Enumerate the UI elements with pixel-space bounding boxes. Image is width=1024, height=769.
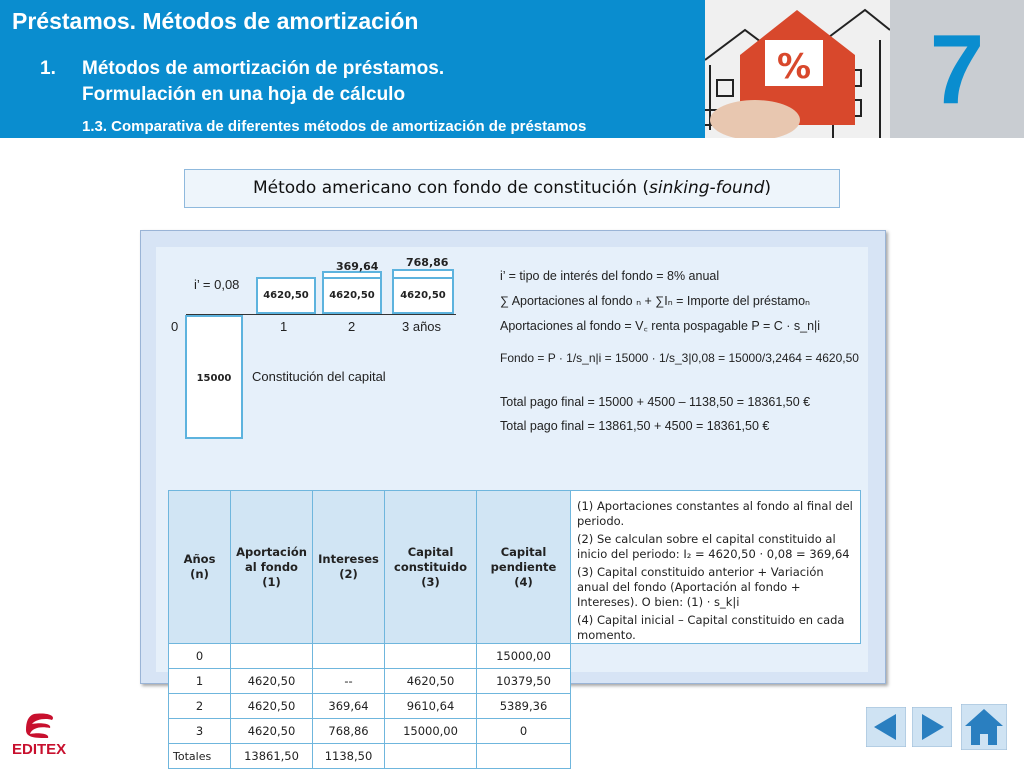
cell: 5389,36 <box>477 694 571 719</box>
table-header-row <box>169 491 861 644</box>
cell: 15000,00 <box>477 644 571 669</box>
capital-box <box>185 315 243 439</box>
subsection-title: 1.3. Comparativa de diferentes métodos de amortización de préstamos <box>82 118 587 135</box>
formula-6: Total pago final = 13861,50 + 4500 = 18361,50 € <box>500 419 770 433</box>
cell <box>231 644 313 669</box>
next-slide-button[interactable] <box>912 707 952 747</box>
table-row <box>169 744 861 769</box>
col-header-years: Años (n) <box>169 491 231 644</box>
capital-value: 15000 <box>196 373 232 384</box>
note-1: (1) Aportaciones constantes al fondo al final del periodo. <box>577 499 853 528</box>
note-3: (3) Capital constituido anterior + Variación anual del fondo (Aportación al fondo + Intereses). O bien: (1) · s_k|i <box>577 565 824 609</box>
formula-3: Aportaciones al fondo = V꜀ renta pospagable P = C · s_n|i <box>500 319 821 333</box>
cell: 9610,64 <box>385 694 477 719</box>
section-number: 1. <box>40 58 56 79</box>
contribution-box-2 <box>322 277 382 314</box>
cell: 0 <box>477 719 571 744</box>
contribution-2: 4620,50 <box>329 290 375 301</box>
cell: 4620,50 <box>385 669 477 694</box>
cell: 3 <box>169 719 231 744</box>
formula-5: Total pago final = 15000 + 4500 – 1138,50 = 18361,50 € <box>500 395 811 409</box>
col-header-capital-constituted: Capital constituido (3) <box>385 491 477 644</box>
table-row <box>169 644 861 669</box>
sinking-fund-diagram <box>156 247 868 487</box>
formula-2: ∑ Aportaciones al fondo ₙ + ∑Iₙ = Importe del préstamoₙ <box>500 294 811 308</box>
cell: 4620,50 <box>231 694 313 719</box>
cell: Totales <box>169 744 231 769</box>
cell <box>385 744 477 769</box>
triangle-right-icon <box>912 707 952 747</box>
logo-text: EDITEX <box>12 741 67 758</box>
subtitle-end: ) <box>764 178 772 198</box>
header-photo <box>705 0 890 138</box>
axis-label-2: 2 <box>348 319 356 334</box>
chapter-badge <box>890 0 1024 138</box>
interest-box-3 <box>392 269 454 277</box>
capital-label: Constitución del capital <box>252 369 386 384</box>
prev-slide-button[interactable] <box>866 707 906 747</box>
axis-label-1: 1 <box>280 319 288 334</box>
chapter-number: 7 <box>929 14 985 124</box>
col-header-capital-pending: Capital pendiente (4) <box>477 491 571 644</box>
cell: 4620,50 <box>231 669 313 694</box>
slide-title: Préstamos. Métodos de amortización <box>12 8 419 34</box>
cell: 15000,00 <box>385 719 477 744</box>
cell <box>477 744 571 769</box>
home-icon <box>961 704 1007 750</box>
cell <box>313 644 385 669</box>
cell: 369,64 <box>313 694 385 719</box>
triangle-left-icon <box>866 707 906 747</box>
amortization-table <box>168 490 861 769</box>
cell <box>385 644 477 669</box>
interest-label-2: 369,64 <box>336 260 379 273</box>
axis-label-0: 0 <box>171 319 179 334</box>
cell: -- <box>313 669 385 694</box>
contribution-box-3 <box>392 277 454 314</box>
table-row <box>169 669 861 694</box>
cell: 1138,50 <box>313 744 385 769</box>
col-header-interest: Intereses (2) <box>313 491 385 644</box>
col-header-contribution: Aportación al fondo (1) <box>231 491 313 644</box>
cell: 2 <box>169 694 231 719</box>
note-2: (2) Se calculan sobre el capital constituido al inicio del periodo: I₂ = 4620,50 · 0,08 = 369,64 <box>577 532 850 561</box>
note-4: (4) Capital inicial – Capital constituido en cada momento. <box>577 613 845 642</box>
header-bar <box>0 0 705 138</box>
section-title-line2: Formulación en una hoja de cálculo <box>82 84 406 105</box>
svg-text:%: % <box>776 47 812 87</box>
cell: 0 <box>169 644 231 669</box>
table-row <box>169 694 861 719</box>
table-row <box>169 719 861 744</box>
editex-logo <box>12 712 76 762</box>
interest-label-3: 768,86 <box>406 256 449 269</box>
contribution-1: 4620,50 <box>263 290 309 301</box>
method-subtitle <box>184 169 840 208</box>
section-title-line1: Métodos de amortización de préstamos. <box>82 58 445 79</box>
table-notes <box>571 491 861 644</box>
cell: 10379,50 <box>477 669 571 694</box>
formula-4: Fondo = P · 1/s_n|i = 15000 · 1/s_3|0,08 = 15000/3,2464 = 4620,50 <box>500 351 859 365</box>
formula-1: i’ = tipo de interés del fondo = 8% anual <box>500 269 720 283</box>
cell: 1 <box>169 669 231 694</box>
contribution-3: 4620,50 <box>400 290 446 301</box>
cell: 768,86 <box>313 719 385 744</box>
cell: 4620,50 <box>231 719 313 744</box>
contribution-box-1 <box>256 277 316 314</box>
subtitle-text: Método americano con fondo de constitución ( <box>252 178 650 198</box>
cell: 13861,50 <box>231 744 313 769</box>
rate-label: i’ = 0,08 <box>194 277 240 292</box>
home-button[interactable] <box>961 704 1007 750</box>
subtitle-italic: sinking-found <box>649 178 765 198</box>
axis-label-3: 3 años <box>402 319 442 334</box>
